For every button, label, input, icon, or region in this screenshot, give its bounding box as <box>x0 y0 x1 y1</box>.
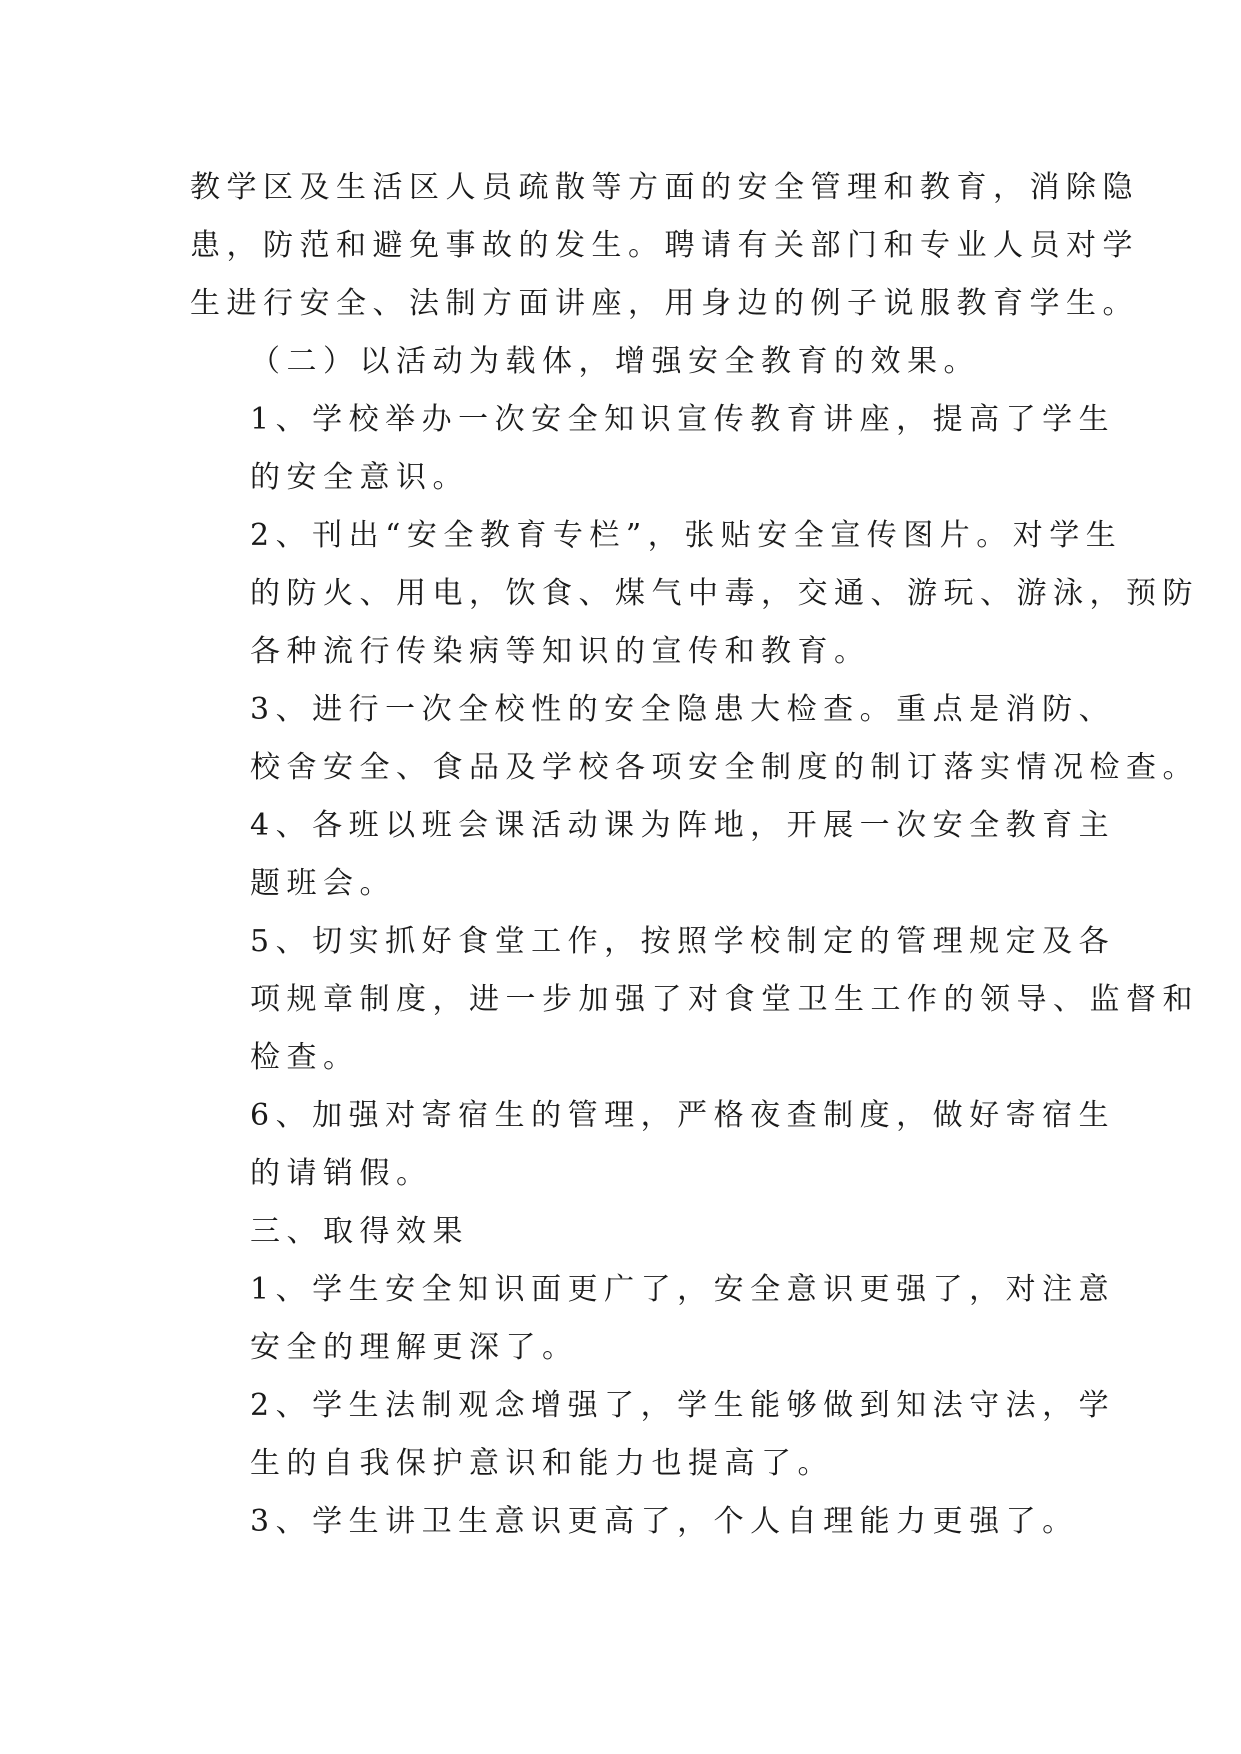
text-line: 3、学生讲卫生意识更高了，个人自理能力更强了。 <box>250 1504 1079 1539</box>
text-line: （二）以活动为载体，增强安全教育的效果。 <box>250 344 980 379</box>
text-line: 生进行安全、法制方面讲座，用身边的例子说服教育学生。 <box>190 286 1139 321</box>
paragraph <box>190 913 1199 1087</box>
paragraph <box>190 797 1116 913</box>
paragraph <box>190 333 1070 391</box>
paragraph <box>190 507 1199 681</box>
text-line: 项规章制度，进一步加强了对食堂卫生工作的领导、监督和 <box>250 982 1199 1017</box>
text-line: 患，防范和避免事故的发生。聘请有关部门和专业人员对学 <box>190 228 1139 263</box>
text-line: 三、取得效果 <box>250 1214 469 1249</box>
paragraph <box>190 1203 1070 1261</box>
text-line: 1、学校举办一次安全知识宣传教育讲座，提高了学生 <box>250 402 1116 437</box>
paragraph <box>190 1493 1079 1551</box>
paragraph <box>190 681 1199 797</box>
text-line: 2、刊出“安全教育专栏”，张贴安全宣传图片。对学生 <box>250 518 1123 553</box>
text-line: 安全的理解更深了。 <box>250 1330 579 1365</box>
text-line: 生的自我保护意识和能力也提高了。 <box>250 1446 834 1481</box>
text-line: 2、学生法制观念增强了，学生能够做到知法守法，学 <box>250 1388 1116 1423</box>
text-line: 4、各班以班会课活动课为阵地，开展一次安全教育主 <box>250 808 1116 843</box>
text-line: 各种流行传染病等知识的宣传和教育。 <box>250 634 871 669</box>
text-line: 3、进行一次全校性的安全隐患大检查。重点是消防、 <box>250 692 1116 727</box>
paragraph <box>190 391 1116 507</box>
paragraph <box>190 1087 1116 1203</box>
paragraph <box>190 1377 1116 1493</box>
paragraph <box>190 159 1139 333</box>
text-line: 5、切实抓好食堂工作，按照学校制定的管理规定及各 <box>250 924 1116 959</box>
paragraph <box>190 1261 1116 1377</box>
text-line: 教学区及生活区人员疏散等方面的安全管理和教育，消除隐 <box>190 170 1139 205</box>
text-line: 的防火、用电，饮食、煤气中毒，交通、游玩、游泳，预防 <box>250 576 1199 611</box>
text-line: 1、学生安全知识面更广了，安全意识更强了，对注意 <box>250 1272 1116 1307</box>
text-line: 题班会。 <box>250 866 396 901</box>
text-line: 校舍安全、食品及学校各项安全制度的制订落实情况检查。 <box>250 750 1199 785</box>
text-line: 检查。 <box>250 1040 360 1075</box>
document-body <box>190 159 1199 1551</box>
text-line: 的安全意识。 <box>250 460 469 495</box>
text-line: 的请销假。 <box>250 1156 433 1191</box>
text-line: 6、加强对寄宿生的管理，严格夜查制度，做好寄宿生 <box>250 1098 1116 1133</box>
